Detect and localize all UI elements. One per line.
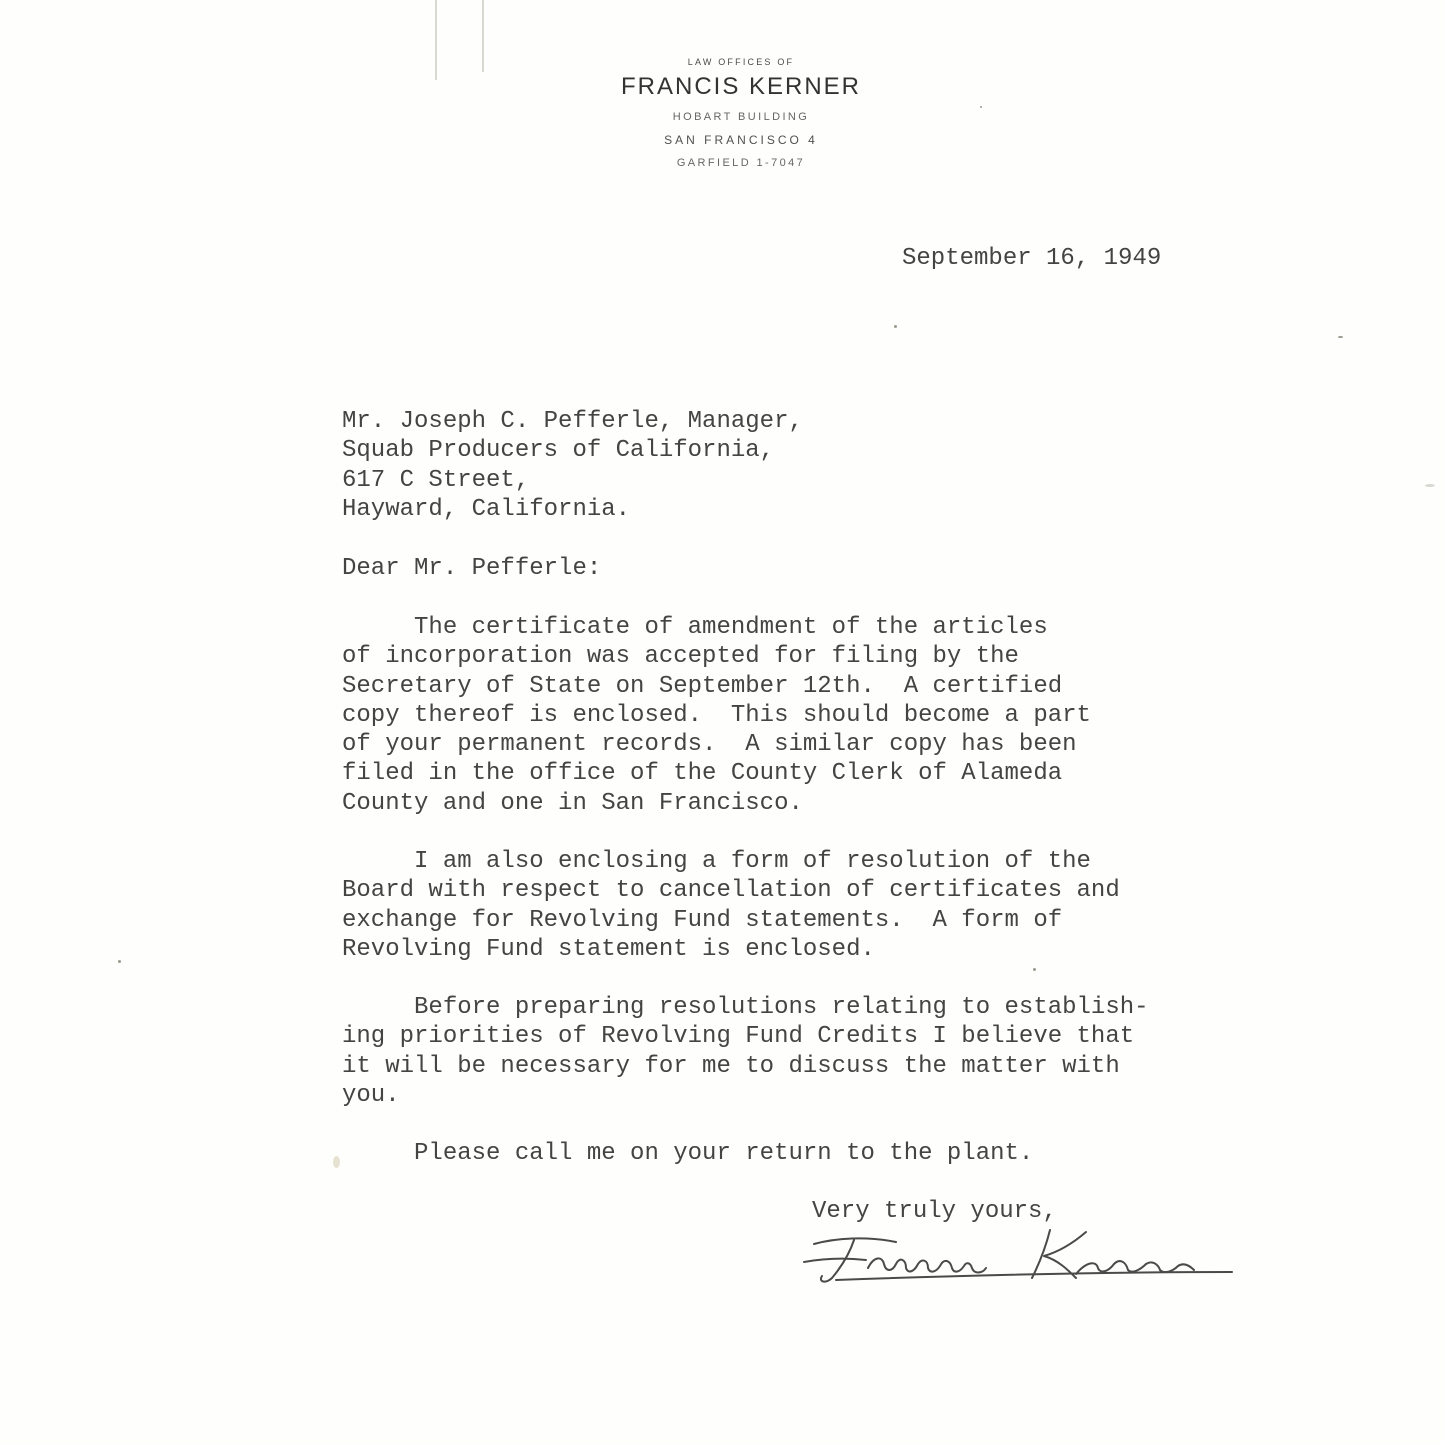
paragraph-line: filed in the office of the County Clerk of Alameda bbox=[342, 760, 1063, 788]
paper-fold-mark bbox=[435, 0, 437, 80]
paper-speck bbox=[1338, 336, 1343, 338]
paper-speck bbox=[118, 960, 121, 963]
paper-speck bbox=[1033, 968, 1036, 971]
address-line: Hayward, California. bbox=[342, 495, 631, 523]
body-paragraph-2 bbox=[342, 847, 1120, 964]
body-paragraph-4 bbox=[342, 1139, 1033, 1168]
letterhead-city: SAN FRANCISCO 4 bbox=[664, 133, 818, 147]
paragraph-line: I am also enclosing a form of resolution of the bbox=[342, 848, 1091, 875]
paper-speck bbox=[894, 325, 897, 328]
paragraph-line: Please call me on your return to the plant. bbox=[342, 1140, 1034, 1167]
paragraph-line: you. bbox=[342, 1081, 400, 1109]
letterhead-phone: GARFIELD 1-7047 bbox=[676, 157, 806, 169]
paragraph-line: Board with respect to cancellation of certificates and bbox=[342, 877, 1120, 905]
paragraph-line: Secretary of State on September 12th. A certified bbox=[342, 672, 1063, 700]
salutation: Dear Mr. Pefferle: bbox=[342, 555, 602, 582]
address-line: Mr. Joseph C. Pefferle, Manager, bbox=[342, 408, 803, 435]
body-paragraph-1 bbox=[342, 613, 1091, 818]
letterhead-building: HOBART BUILDING bbox=[672, 111, 810, 123]
paragraph-line: it will be necessary for me to discuss the matter with bbox=[342, 1052, 1120, 1080]
paper-speck bbox=[1425, 484, 1435, 487]
paragraph-line: Revolving Fund statement is enclosed. bbox=[342, 935, 875, 963]
letterhead bbox=[560, 52, 922, 175]
paper-speck bbox=[333, 1156, 340, 1168]
letter-date: September 16, 1949 bbox=[902, 245, 1162, 272]
paragraph-line: exchange for Revolving Fund statements. A form of bbox=[342, 906, 1063, 934]
paragraph-line: The certificate of amendment of the articles bbox=[342, 614, 1048, 641]
paragraph-line: Before preparing resolutions relating to establish- bbox=[342, 994, 1149, 1021]
paper-fold-mark bbox=[482, 0, 484, 72]
paragraph-line: of your permanent records. A similar copy has been bbox=[342, 731, 1077, 759]
paragraph-line: copy thereof is enclosed. This should become a part bbox=[342, 701, 1091, 729]
closing: Very truly yours, bbox=[812, 1198, 1057, 1225]
address-line: 617 C Street, bbox=[342, 466, 530, 494]
paragraph-line: ing priorities of Revolving Fund Credits I believe that bbox=[342, 1023, 1135, 1051]
address-line: Squab Producers of California, bbox=[342, 437, 775, 465]
paragraph-line: of incorporation was accepted for filing by the bbox=[342, 643, 1019, 671]
body-paragraph-3 bbox=[342, 993, 1149, 1110]
handwritten-signature bbox=[796, 1222, 1246, 1292]
paragraph-line: County and one in San Francisco. bbox=[342, 789, 803, 817]
letterhead-name: FRANCIS KERNER bbox=[620, 73, 862, 100]
recipient-address bbox=[342, 407, 803, 524]
paper-speck bbox=[980, 106, 982, 108]
letterhead-law-offices: LAW OFFICES OF bbox=[687, 57, 795, 67]
